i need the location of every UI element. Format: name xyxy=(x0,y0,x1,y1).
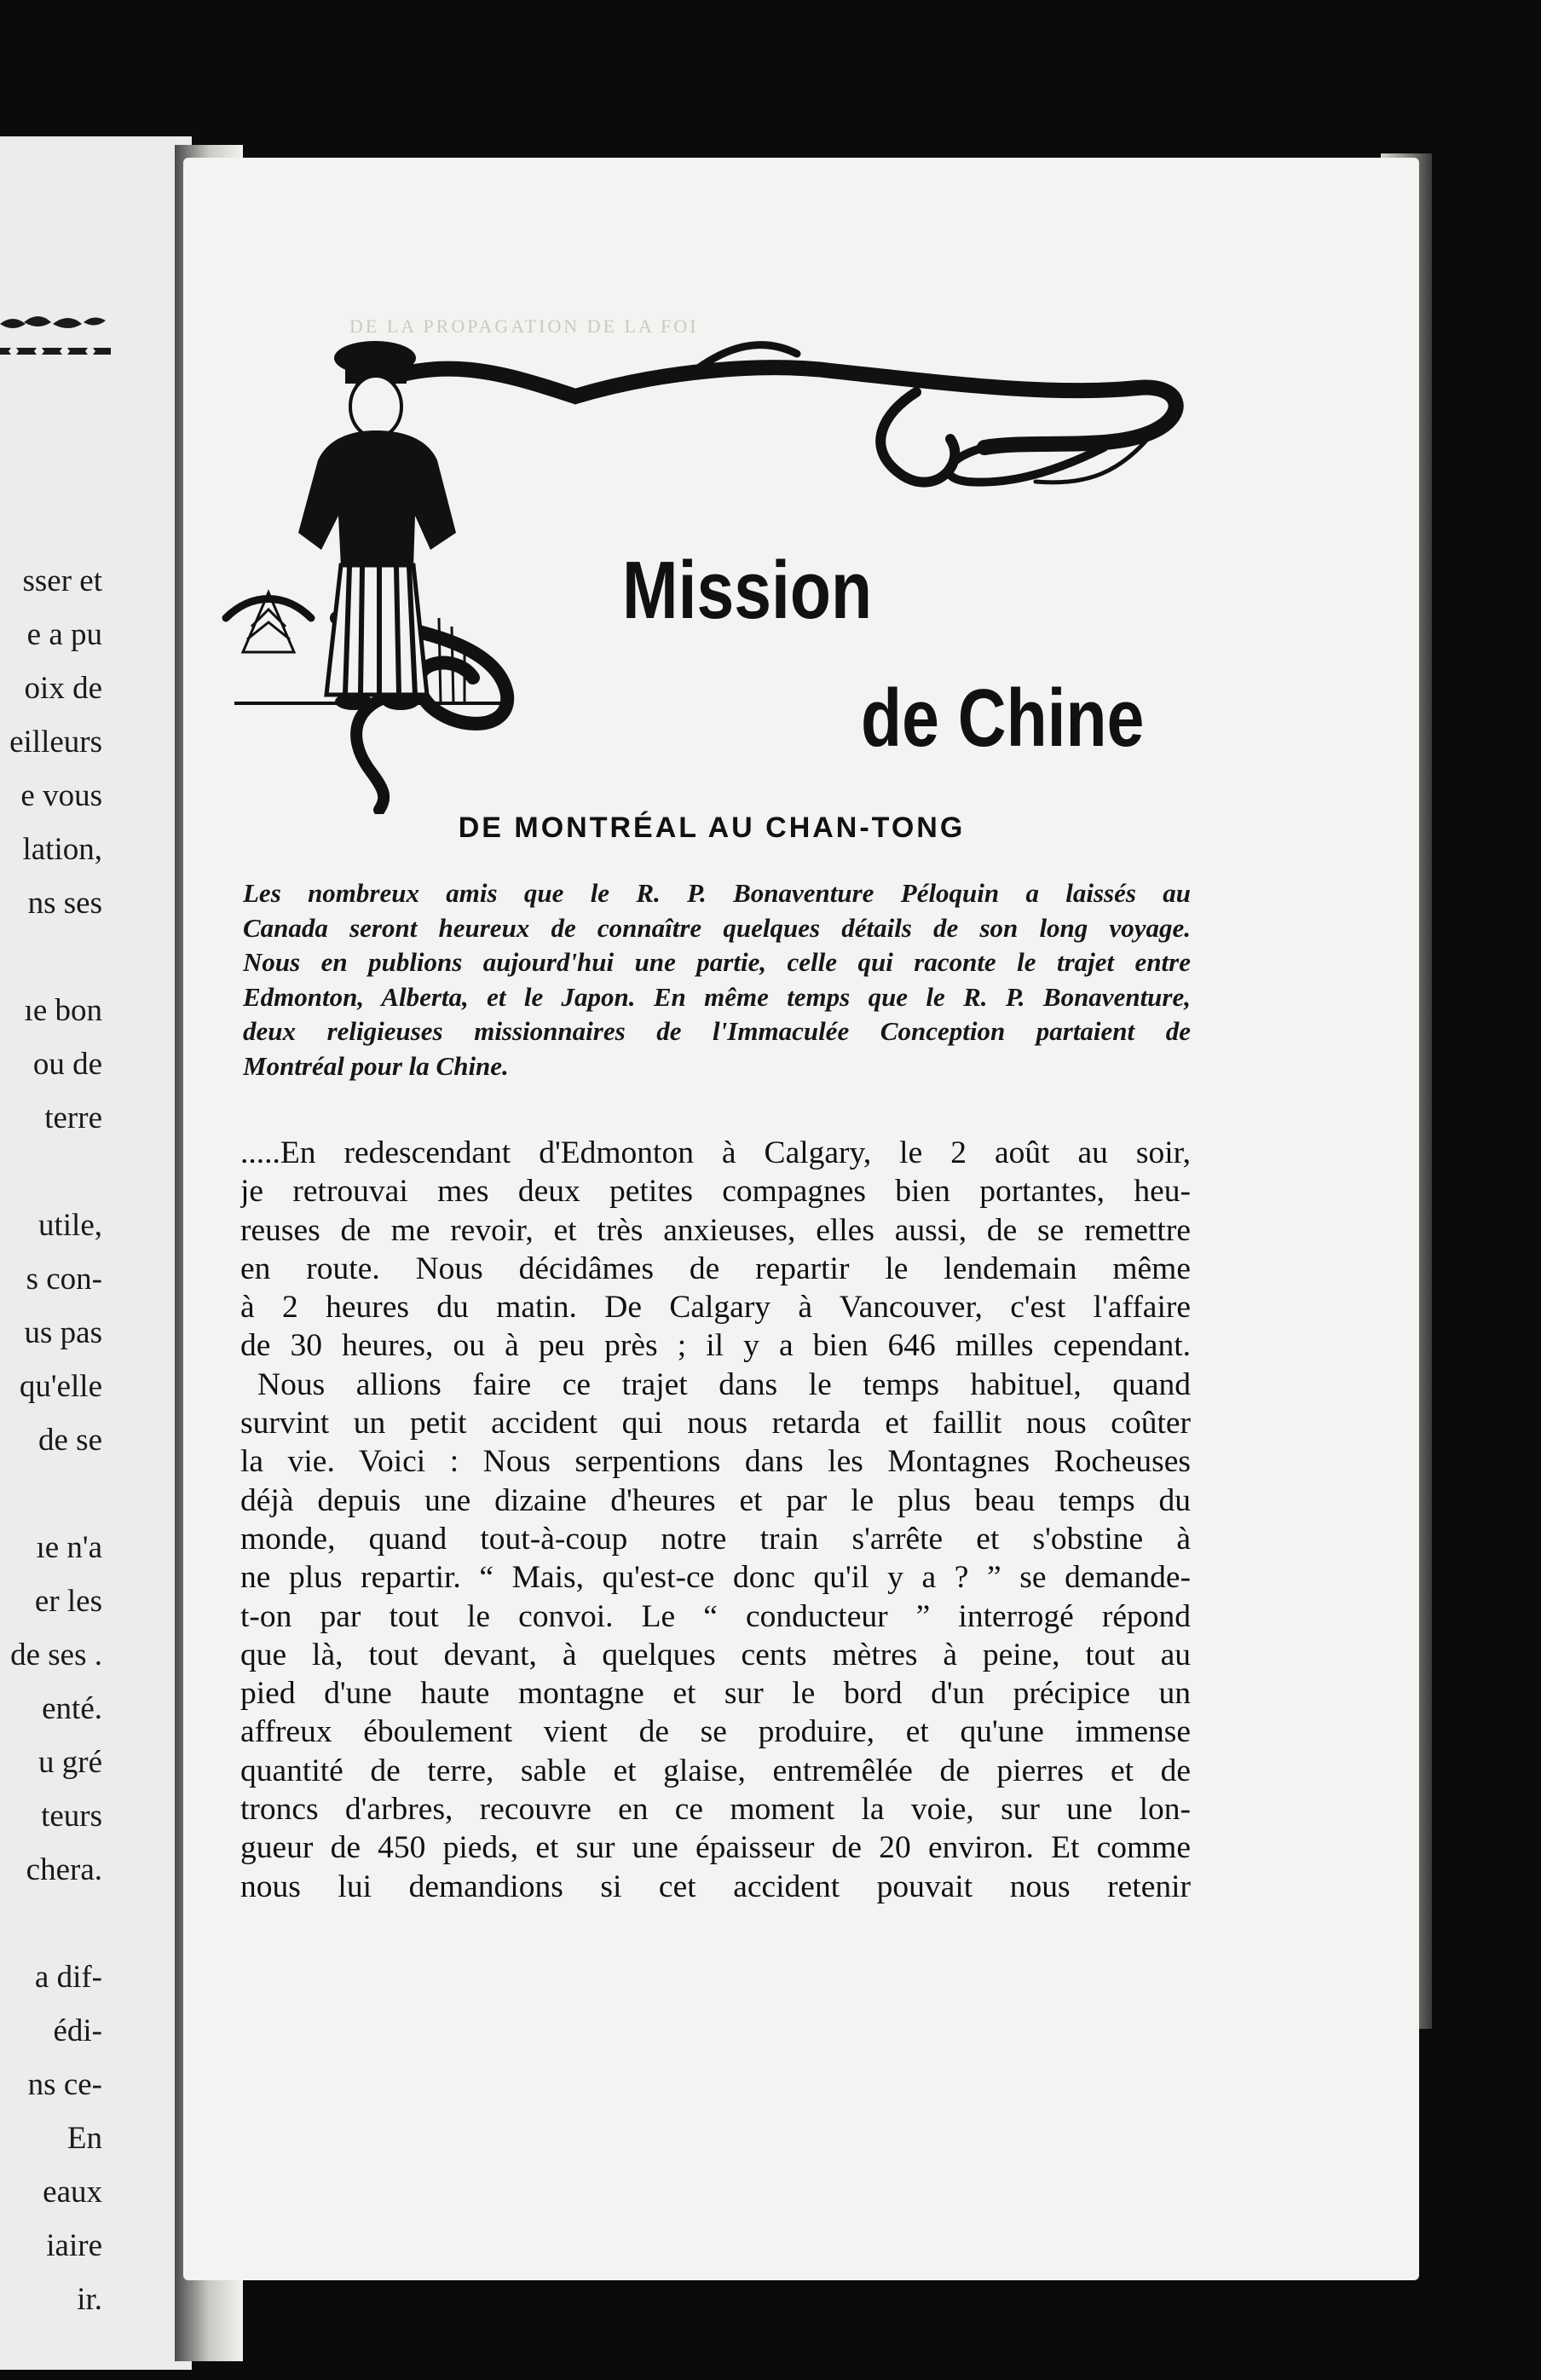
left-page-line: de ses . xyxy=(10,1638,102,1672)
body-line: que là, tout devant, à quelques cents mètres à peine, tout au xyxy=(240,1637,1191,1672)
left-page-line xyxy=(0,1467,102,1521)
left-page-line: s con- xyxy=(26,1262,102,1297)
left-page-text xyxy=(0,554,102,2326)
left-page-line: eilleurs xyxy=(9,725,102,760)
intro-line: Canada seront heureux de connaître quelques détails de son long voyage. xyxy=(243,912,1191,943)
left-page-line: u gré xyxy=(38,1745,102,1780)
body-line: à 2 heures du matin. De Calgary à Vancouver, c'est l'affaire xyxy=(240,1290,1191,1326)
intro-line: Les nombreux amis que le R. P. Bonaventure Péloquin a laissés au xyxy=(243,878,1191,908)
body-line: .....En redescendant d'Edmonton à Calgary, le 2 août au soir, xyxy=(240,1135,1191,1170)
body-line: déjà depuis une dizaine d'heures et par le plus beau temps du xyxy=(240,1482,1191,1518)
body-line: troncs d'arbres, recouvre en ce moment la voie, sur une lon- xyxy=(240,1792,1191,1828)
intro-line: Montréal pour la Chine. xyxy=(243,1050,509,1081)
body-line: pied d'une haute montagne et sur le bord d'un précipice un xyxy=(240,1676,1191,1712)
left-page-line: édi- xyxy=(53,2013,102,2048)
left-page-line: chera. xyxy=(26,1852,102,1887)
left-page-line: us pas xyxy=(24,1315,102,1350)
left-page-line: lation, xyxy=(22,832,102,867)
left-page-line: sser et xyxy=(22,563,102,598)
intro-line: Edmonton, Alberta, et le Japon. En même temps que le R. P. Bonaventure, xyxy=(243,981,1191,1012)
floral-ornament-icon xyxy=(0,307,111,375)
left-page-line: teurs xyxy=(41,1799,102,1834)
left-page-line: oix de xyxy=(24,671,102,706)
article-subtitle: DE MONTRÉAL AU CHAN-TONG xyxy=(458,812,966,844)
left-page-line: e vous xyxy=(20,778,102,813)
body-line: de 30 heures, ou à peu près ; il y a bien 646 milles cependant. xyxy=(240,1328,1191,1364)
left-page-line: eaux xyxy=(43,2175,102,2210)
left-page-line: ns ses xyxy=(27,886,102,921)
left-page-line xyxy=(0,1145,102,1199)
left-page-line: enté. xyxy=(42,1691,102,1726)
left-page-line: ns ce- xyxy=(27,2067,102,2102)
body-line: t-on par tout le convoi. Le “ conducteur ” interrogé répond xyxy=(240,1598,1191,1634)
left-page-line: En xyxy=(66,2121,102,2156)
body-line: Nous allions faire ce trajet dans le temps habituel, quand xyxy=(257,1366,1191,1402)
running-head-bleed: DE LA PROPAGATION DE LA FOI xyxy=(349,315,699,336)
left-page-line: ou de xyxy=(32,1047,102,1082)
intro-paragraph xyxy=(243,876,1191,1083)
page-title-line1: Mission xyxy=(622,545,873,636)
body-line: ne plus repartir. “ Mais, qu'est-ce donc qu'il y a ? ” se demande- xyxy=(240,1560,1191,1596)
intro-line: Nous en publions aujourd'hui une partie, celle qui raconte le trajet entre xyxy=(243,947,1191,977)
body-line: gueur de 450 pieds, et sur une épaisseur de 20 environ. Et comme xyxy=(240,1830,1191,1866)
left-page-line: iaire xyxy=(46,2228,102,2263)
body-line: nous lui demandions si cet accident pouvait nous retenir xyxy=(240,1869,1191,1904)
intro-line: deux religieuses missionnaires de l'Immaculée Conception partaient de xyxy=(243,1016,1191,1046)
left-page-line xyxy=(0,930,102,984)
body-line: reuses de me revoir, et très anxieuses, elles aussi, de se remettre xyxy=(240,1212,1191,1248)
body-line: affreux éboulement vient de se produire, et qu'une immense xyxy=(240,1714,1191,1750)
left-page-line xyxy=(0,1897,102,1950)
left-page-line: utile, xyxy=(38,1208,102,1243)
left-page-line: ıe bon xyxy=(24,993,102,1028)
left-page-line: e a pu xyxy=(26,617,102,652)
left-page-line: qu'elle xyxy=(19,1369,102,1404)
left-page-line: ıe n'a xyxy=(36,1530,102,1565)
left-page-line: terre xyxy=(44,1100,102,1135)
body-line: la vie. Voici : Nous serpentions dans les Montagnes Rocheuses xyxy=(240,1444,1191,1480)
page-title-line2: de Chine xyxy=(861,673,1145,764)
body-line: quantité de terre, sable et glaise, entremêlée de pierres et de xyxy=(240,1753,1191,1788)
article-body xyxy=(240,1134,1191,1906)
body-line: monde, quand tout-à-coup notre train s'arrête et s'obstine à xyxy=(240,1521,1191,1557)
body-line: survint un petit accident qui nous retarda et faillit nous coûter xyxy=(240,1406,1191,1441)
body-line: en route. Nous décidâmes de repartir le lendemain même xyxy=(240,1251,1191,1286)
left-page xyxy=(0,136,192,2370)
left-page-line: er les xyxy=(34,1584,102,1619)
left-page-line: ir. xyxy=(77,2282,102,2317)
body-line: je retrouvai mes deux petites compagnes bien portantes, heu- xyxy=(240,1174,1191,1210)
left-page-line: a dif- xyxy=(34,1960,102,1995)
left-page-line: de se xyxy=(38,1423,102,1458)
